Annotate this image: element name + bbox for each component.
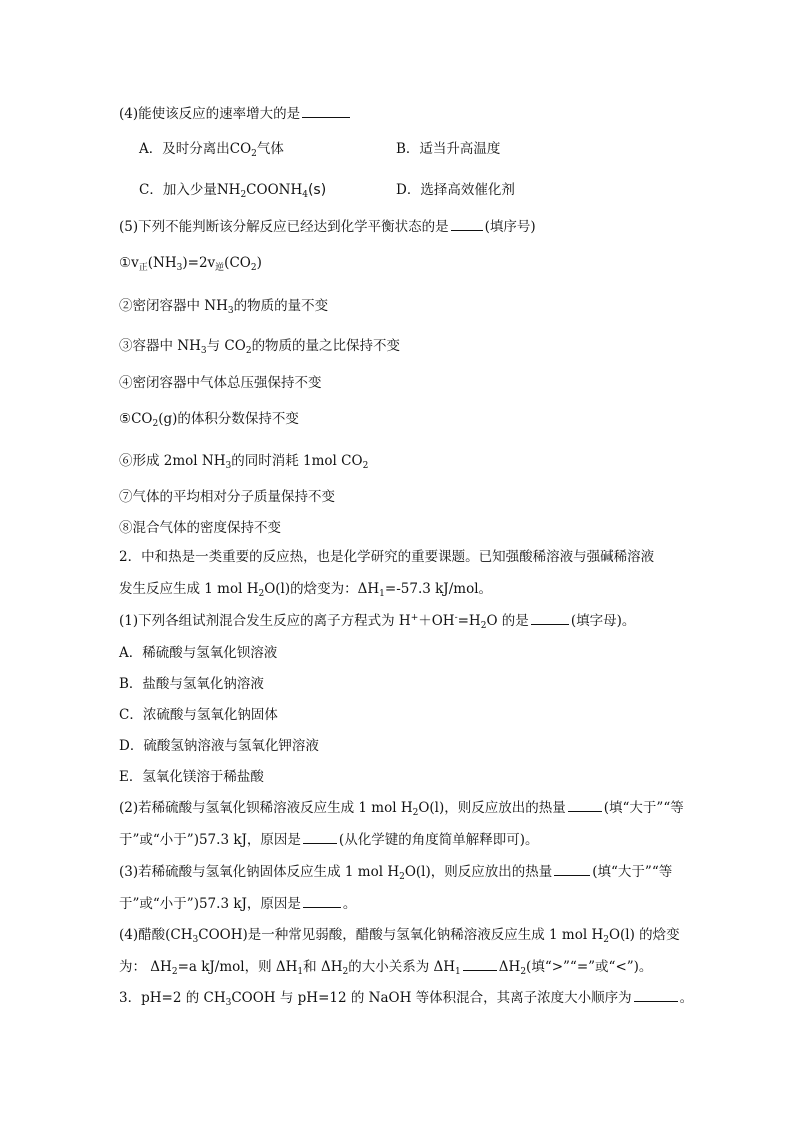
q2-p3-line2-prefix: 于”或“小于”)57.3 kJ，原因是 <box>119 896 301 912</box>
q2-part2-line1 <box>119 797 684 818</box>
item1-co: (CO <box>224 255 251 271</box>
q2-part3-line1 <box>119 861 672 882</box>
q2-part1-stem <box>119 610 635 631</box>
answer-blank[interactable] <box>568 797 602 812</box>
q1-part5-item7: ⑦气体的平均相对分子质量保持不变 <box>119 489 335 505</box>
q2-p2-suffix: (填“大于”“等 <box>603 800 684 816</box>
q2-choice-a: A．稀硫酸与氢氧化钡溶液 <box>119 645 278 661</box>
q2-p1-mid: ＋OH <box>418 613 455 629</box>
item3-sub2: 2 <box>245 346 252 356</box>
q1-part5-item4: ④密闭容器中气体总压强保持不变 <box>119 375 322 391</box>
q2-p4-sub: 3 <box>192 935 199 945</box>
item1-eq: )=2v <box>182 255 216 271</box>
option-c-sub1: 2 <box>240 190 247 200</box>
option-a-sub: 2 <box>251 149 257 159</box>
q2-p2-mid: O(l)，则反应放出的热量 <box>418 800 566 816</box>
q2-p3-sub: 2 <box>399 872 405 882</box>
q1-part4-stem-text: (4)能使该反应的速率增大的是 <box>119 106 301 122</box>
q3-mid: COOH 与 pH=12 的 NaOH 等体积混合，其离子浓度大小顺序为 <box>231 990 632 1006</box>
q2-p3-mid: O(l)，则反应放出的热量 <box>404 864 553 880</box>
q1-part5-item5 <box>119 409 299 429</box>
q2-intro-prefix: 发生反应生成 1 mol H <box>119 581 259 597</box>
option-c-nh: NH <box>216 182 241 198</box>
item6-sub1: 3 <box>225 461 232 471</box>
option-b: B．适当升高温度 <box>396 141 501 157</box>
q2-p4-l2-sub2: 1 <box>297 967 304 977</box>
item1-end: ) <box>256 255 262 271</box>
answer-blank[interactable] <box>303 829 337 844</box>
item1-v: v <box>131 255 139 271</box>
q2-p2-line2-prefix: 于”或“小于”)57.3 kJ，原因是 <box>119 832 301 848</box>
q2-choice-d: D．硫酸氢钠溶液与氢氧化钾溶液 <box>119 738 319 754</box>
q1-part4-stem <box>119 103 352 124</box>
q2-intro-sub: 2 <box>258 589 265 599</box>
q2-p1-sup2: - <box>454 613 458 623</box>
q2-p1-suffix1: O 的是 <box>486 613 529 629</box>
q1-part4-options-row1 <box>119 139 719 159</box>
q2-p1-suffix2: (填字母)。 <box>570 613 636 629</box>
q2-p3-suffix: (填“大于”“等 <box>592 864 673 880</box>
q3-suffix: 。 <box>679 990 694 1006</box>
q2-p1-prefix: (1)下列各组试剂混合发生反应的离子方程式为 H <box>119 613 411 629</box>
q2-p2-line2-suffix: (从化学键的角度简单解释即可)。 <box>338 832 539 848</box>
item5-suffix: (g)的体积分数保持不变 <box>158 411 299 427</box>
q2-p4-l2-sub5: 2 <box>520 967 527 977</box>
option-a-formula: CO <box>229 141 252 157</box>
q2-p4-l2-mid2: 和 ΔH <box>303 959 343 975</box>
option-c-coonh: COONH <box>246 182 303 198</box>
answer-blank[interactable] <box>303 893 341 908</box>
q2-intro-sub2: 1 <box>379 589 385 599</box>
q2-intro-mid: O(l)的焓变为：ΔH <box>264 581 380 597</box>
q2-p4-end: O(l) 的焓变 <box>608 927 680 943</box>
q2-part4-line2 <box>119 956 652 977</box>
item1-mid: (NH <box>147 255 177 271</box>
q2-p4-sub2: 2 <box>603 935 609 945</box>
answer-blank[interactable] <box>554 861 590 876</box>
q2-p2-prefix: (2)若稀硫酸与氢氧化钡稀溶液反应生成 1 mol H <box>119 800 413 816</box>
q1-part5-item6 <box>119 451 368 471</box>
q2-intro-line1: 2．中和热是一类重要的反应热，也是化学研究的重要课题。已知强酸稀溶液与强碱稀溶液 <box>119 549 655 565</box>
q2-p4-l2-mid1: =a kJ/mol，则 ΔH <box>177 959 298 975</box>
q1-part5-item8: ⑧混合气体的密度保持不变 <box>119 520 281 536</box>
item5-prefix: ⑤CO <box>119 411 153 427</box>
q1-part4-options-row2 <box>119 180 719 200</box>
q1-part5-stem <box>119 216 536 237</box>
item2-prefix: ②密闭容器中 NH <box>119 298 228 314</box>
q2-p4-l2-sub4: 1 <box>455 967 461 977</box>
q2-choice-c: C．浓硫酸与氢氧化钠固体 <box>119 707 278 723</box>
q2-choice-e: E．氢氧化镁溶于稀盐酸 <box>119 769 264 785</box>
item6-prefix: ⑥形成 2mol NH <box>119 453 226 469</box>
q2-p4-l2-mid3: 的大小关系为 ΔH <box>348 959 456 975</box>
answer-blank[interactable] <box>634 987 678 1002</box>
option-c-prefix: C．加入少量 <box>139 182 217 198</box>
q3-prefix: 3．pH=2 的 CH <box>119 990 226 1006</box>
item2-sub: 3 <box>227 306 234 316</box>
item1-sub1: 正 <box>138 263 148 273</box>
item3-mid: 与 CO <box>206 338 246 354</box>
item3-sub1: 3 <box>200 346 207 356</box>
option-c-sub2: 4 <box>302 190 308 200</box>
q2-intro-line2 <box>119 579 492 599</box>
q2-p2-sub: 2 <box>412 808 419 818</box>
option-c <box>139 180 326 200</box>
q2-p1-eq: =H <box>457 613 481 629</box>
q2-p1-sub: 2 <box>480 621 487 631</box>
q2-part4-line1 <box>119 925 680 945</box>
option-d: D．选择高效催化剂 <box>396 182 515 198</box>
option-a-suffix: 气体 <box>256 141 284 157</box>
item6-mid: 的同时消耗 1mol CO <box>231 453 363 469</box>
option-c-state: (s) <box>307 182 327 198</box>
q2-p1-sup1: + <box>410 613 419 623</box>
item1-sub4: 2 <box>250 263 257 273</box>
answer-blank[interactable] <box>463 956 497 971</box>
q2-p4-suffix: COOH)是一种常见弱酸，醋酸与氢氧化钠稀溶液反应生成 1 mol H <box>198 927 604 943</box>
q1-part5-item3 <box>119 336 400 356</box>
item3-suffix: 的物质的量之比保持不变 <box>251 338 401 354</box>
q2-p4-l2-sub1: 2 <box>171 967 178 977</box>
item5-sub: 2 <box>152 419 159 429</box>
q2-part3-line2 <box>119 893 356 914</box>
option-a <box>139 139 284 159</box>
option-a-prefix: A．及时分离出 <box>139 141 230 157</box>
q3-stem <box>119 987 693 1008</box>
q2-p3-line2-suffix: 。 <box>342 896 357 912</box>
q1-part5-item1 <box>119 253 262 273</box>
q1-part5-stem-tail: (填序号) <box>484 219 536 235</box>
item1-sub3: 逆 <box>215 263 225 273</box>
answer-blank[interactable] <box>451 216 483 231</box>
item1-num: ① <box>119 255 132 271</box>
item3-prefix: ③容器中 NH <box>119 338 201 354</box>
q2-p3-prefix: (3)若稀硫酸与氢氧化钠固体反应生成 1 mol H <box>119 864 400 880</box>
item2-suffix: 的物质的量不变 <box>233 298 329 314</box>
q3-sub1: 3 <box>225 998 232 1008</box>
answer-blank[interactable] <box>302 103 350 118</box>
q2-p4-l2-mid4: ΔH <box>498 959 521 975</box>
item1-sub2: 3 <box>176 263 183 273</box>
q2-p4-l2-suffix: (填“>”“=”或“<”)。 <box>526 959 653 975</box>
q2-intro-suffix: =-57.3 kJ/mol。 <box>384 581 493 597</box>
q1-part5-item2 <box>119 296 328 316</box>
answer-blank[interactable] <box>531 610 569 625</box>
q1-part5-stem-text: (5)下列不能判断该分解反应已经达到化学平衡状态的是 <box>119 219 449 235</box>
q2-part2-line2 <box>119 829 538 850</box>
q2-p4-l2-prefix: 为： ΔH <box>119 959 172 975</box>
q2-choice-b: B．盐酸与氢氧化钠溶液 <box>119 676 264 692</box>
q2-p4-l2-sub3: 2 <box>342 967 349 977</box>
item6-sub2: 2 <box>362 461 369 471</box>
q2-p4-prefix: (4)醋酸(CH <box>119 927 193 943</box>
